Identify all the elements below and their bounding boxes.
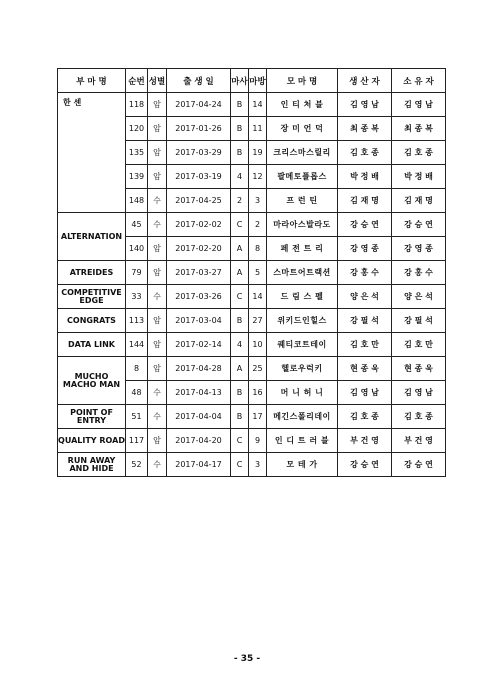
- birth-date: 2017-03-04: [167, 309, 231, 333]
- sex: 암: [148, 261, 167, 285]
- birth-date: 2017-04-13: [167, 381, 231, 405]
- birth-date: 2017-04-24: [167, 93, 231, 117]
- breeder: 강 승 연: [338, 453, 392, 477]
- sire-name: CONGRATS: [58, 309, 126, 333]
- breeder: 부 건 영: [338, 429, 392, 453]
- column-header: 순번: [126, 69, 148, 93]
- stall: 2: [249, 213, 267, 237]
- breeder: 김 호 종: [338, 141, 392, 165]
- dam-name: 크리스마스릴리: [267, 141, 338, 165]
- breeder: 김 호 만: [338, 333, 392, 357]
- breeder: 최 종 복: [338, 117, 392, 141]
- birth-date: 2017-01-26: [167, 117, 231, 141]
- entry-number: 139: [126, 165, 148, 189]
- entry-number: 33: [126, 285, 148, 309]
- table-row: [58, 429, 446, 453]
- sex: 암: [148, 429, 167, 453]
- stall: 11: [249, 117, 267, 141]
- table-row: [58, 357, 446, 381]
- owner-name: 김 영 남: [392, 381, 446, 405]
- stall: 14: [249, 285, 267, 309]
- breeder: 강 홍 수: [338, 261, 392, 285]
- sex: 수: [148, 405, 167, 429]
- sex: 수: [148, 381, 167, 405]
- sex: 수: [148, 285, 167, 309]
- sex: 암: [148, 237, 167, 261]
- table-body: [58, 93, 446, 477]
- stable: B: [231, 405, 249, 429]
- birth-date: 2017-04-28: [167, 357, 231, 381]
- entry-number: 113: [126, 309, 148, 333]
- stable: A: [231, 237, 249, 261]
- birth-date: 2017-04-25: [167, 189, 231, 213]
- birth-date: 2017-04-20: [167, 429, 231, 453]
- owner-name: 강 필 석: [392, 309, 446, 333]
- entry-number: 135: [126, 141, 148, 165]
- table-row: [58, 405, 446, 429]
- entry-number: 48: [126, 381, 148, 405]
- dam-name: 인 티 처 블: [267, 93, 338, 117]
- owner-name: 강 영 종: [392, 237, 446, 261]
- stable: A: [231, 261, 249, 285]
- dam-name: 장 미 언 덕: [267, 117, 338, 141]
- breeder: 박 정 배: [338, 165, 392, 189]
- table-header-row: [58, 69, 446, 93]
- stable: 4: [231, 165, 249, 189]
- breeder: 강 승 연: [338, 213, 392, 237]
- breeder: 강 필 석: [338, 309, 392, 333]
- sire-name: RUN AWAY AND HIDE: [58, 453, 126, 477]
- entry-number: 45: [126, 213, 148, 237]
- stall: 9: [249, 429, 267, 453]
- sex: 암: [148, 309, 167, 333]
- stall: 12: [249, 165, 267, 189]
- sex: 암: [148, 93, 167, 117]
- page-number: - 35 -: [233, 654, 261, 664]
- owner-name: 김 호 종: [392, 141, 446, 165]
- table-row: [58, 93, 446, 117]
- owner-name: 현 종 욱: [392, 357, 446, 381]
- column-header: 출 생 일: [167, 69, 231, 93]
- owner-name: 강 승 연: [392, 213, 446, 237]
- breeder: 양 은 석: [338, 285, 392, 309]
- table-row: [58, 261, 446, 285]
- owner-name: 김 호 만: [392, 333, 446, 357]
- stable: C: [231, 213, 249, 237]
- sire-name: DATA LINK: [58, 333, 126, 357]
- dam-name: 위키드인힐스: [267, 309, 338, 333]
- entry-number: 120: [126, 117, 148, 141]
- stable: 2: [231, 189, 249, 213]
- owner-name: 김 재 명: [392, 189, 446, 213]
- dam-name: 드 림 스 펠: [267, 285, 338, 309]
- stable: B: [231, 141, 249, 165]
- breeder: 현 종 욱: [338, 357, 392, 381]
- dam-name: 퀘티코트테이: [267, 333, 338, 357]
- owner-name: 박 정 배: [392, 165, 446, 189]
- sex: 암: [148, 357, 167, 381]
- sex: 암: [148, 333, 167, 357]
- breeder: 강 영 종: [338, 237, 392, 261]
- entry-number: 148: [126, 189, 148, 213]
- entry-number: 118: [126, 93, 148, 117]
- stable: B: [231, 381, 249, 405]
- sire-name: 한 센: [58, 93, 126, 213]
- table-row: [58, 453, 446, 477]
- birth-date: 2017-04-04: [167, 405, 231, 429]
- sex: 수: [148, 453, 167, 477]
- stall: 5: [249, 261, 267, 285]
- birth-date: 2017-02-02: [167, 213, 231, 237]
- stall: 27: [249, 309, 267, 333]
- breeder: 김 영 남: [338, 381, 392, 405]
- birth-date: 2017-02-14: [167, 333, 231, 357]
- sex: 암: [148, 117, 167, 141]
- birth-date: 2017-03-19: [167, 165, 231, 189]
- dam-name: 인 디 트 러 블: [267, 429, 338, 453]
- sex: 암: [148, 141, 167, 165]
- stall: 10: [249, 333, 267, 357]
- owner-name: 김 영 남: [392, 93, 446, 117]
- breeder: 김 재 명: [338, 189, 392, 213]
- dam-name: 메긴스폴리데이: [267, 405, 338, 429]
- entry-number: 144: [126, 333, 148, 357]
- table-row: [58, 333, 446, 357]
- birth-date: 2017-03-29: [167, 141, 231, 165]
- foal-table: [57, 68, 446, 477]
- stall: 3: [249, 189, 267, 213]
- entry-number: 52: [126, 453, 148, 477]
- dam-name: 모 테 가: [267, 453, 338, 477]
- dam-name: 머 니 허 니: [267, 381, 338, 405]
- owner-name: 김 호 종: [392, 405, 446, 429]
- table-row: [58, 285, 446, 309]
- stall: 17: [249, 405, 267, 429]
- stable: C: [231, 453, 249, 477]
- sex: 수: [148, 189, 167, 213]
- breeder: 김 호 종: [338, 405, 392, 429]
- stall: 16: [249, 381, 267, 405]
- column-header: 모 마 명: [267, 69, 338, 93]
- owner-name: 부 건 영: [392, 429, 446, 453]
- dam-name: 팔메토플롭스: [267, 165, 338, 189]
- entry-number: 8: [126, 357, 148, 381]
- sire-name: QUALITY ROAD: [58, 429, 126, 453]
- entry-number: 140: [126, 237, 148, 261]
- owner-name: 양 은 석: [392, 285, 446, 309]
- stall: 14: [249, 93, 267, 117]
- birth-date: 2017-04-17: [167, 453, 231, 477]
- stable: B: [231, 117, 249, 141]
- sire-name: ALTERNATION: [58, 213, 126, 261]
- table-row: [58, 309, 446, 333]
- sex: 수: [148, 213, 167, 237]
- dam-name: 헬로우럭키: [267, 357, 338, 381]
- sire-name: POINT OF ENTRY: [58, 405, 126, 429]
- dam-name: 스마트어트랙션: [267, 261, 338, 285]
- column-header: 성별: [148, 69, 167, 93]
- stable: 4: [231, 333, 249, 357]
- entry-number: 79: [126, 261, 148, 285]
- owner-name: 강 승 연: [392, 453, 446, 477]
- owner-name: 최 종 복: [392, 117, 446, 141]
- sex: 암: [148, 165, 167, 189]
- birth-date: 2017-03-27: [167, 261, 231, 285]
- column-header: 생 산 자: [338, 69, 392, 93]
- stall: 3: [249, 453, 267, 477]
- owner-name: 강 홍 수: [392, 261, 446, 285]
- breeder: 김 영 남: [338, 93, 392, 117]
- sire-name: COMPETITIVE EDGE: [58, 285, 126, 309]
- dam-name: 페 전 트 리: [267, 237, 338, 261]
- entry-number: 51: [126, 405, 148, 429]
- stable: C: [231, 429, 249, 453]
- column-header: 소 유 자: [392, 69, 446, 93]
- column-header: 마방: [249, 69, 267, 93]
- stall: 25: [249, 357, 267, 381]
- birth-date: 2017-02-20: [167, 237, 231, 261]
- entry-number: 117: [126, 429, 148, 453]
- stable: B: [231, 309, 249, 333]
- birth-date: 2017-03-26: [167, 285, 231, 309]
- column-header: 부 마 명: [58, 69, 126, 93]
- sire-name: MUCHO MACHO MAN: [58, 357, 126, 405]
- dam-name: 마라아스발라도: [267, 213, 338, 237]
- stable: B: [231, 93, 249, 117]
- stall: 8: [249, 237, 267, 261]
- stable: C: [231, 285, 249, 309]
- stall: 19: [249, 141, 267, 165]
- sire-name: ATREIDES: [58, 261, 126, 285]
- column-header: 마사: [231, 69, 249, 93]
- dam-name: 프 런 틴: [267, 189, 338, 213]
- table-row: [58, 213, 446, 237]
- stable: A: [231, 357, 249, 381]
